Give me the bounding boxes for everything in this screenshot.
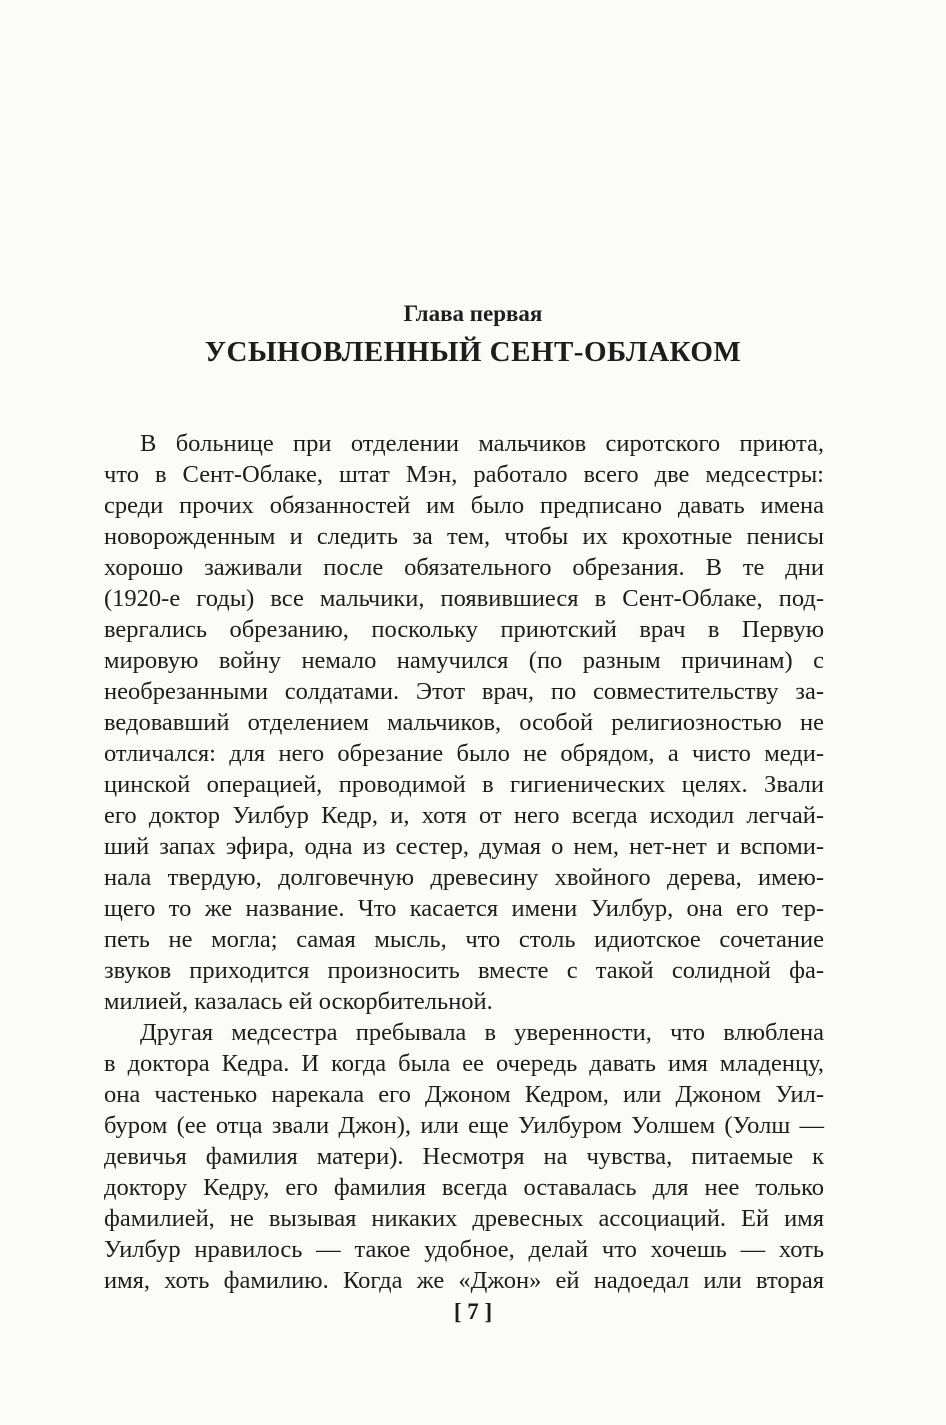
text-line: ведовавший отделением мальчиков, особой религиозностью не xyxy=(104,709,824,736)
text-line: отличался: для него обрезание было не обрядом, а чисто меди- xyxy=(104,740,824,767)
text-line: новорожденным и следить за тем, чтобы их крохотные пенисы xyxy=(104,523,824,550)
text-line: милией, казалась ей оскорбительной. xyxy=(104,988,493,1015)
text-line: ший запах эфира, одна из сестер, думая о нем, нет-нет и вспоми- xyxy=(104,833,824,860)
text-line: вергались обрезанию, поскольку приютский врач в Первую xyxy=(104,616,824,643)
text-line: В больнице при отделении мальчиков сиротского приюта, xyxy=(140,430,824,457)
text-line: Другая медсестра пребывала в уверенности, что влюблена xyxy=(140,1019,824,1046)
text-line: доктору Кедру, его фамилия всегда оставалась для нее только xyxy=(104,1174,824,1201)
text-line: его доктор Уилбур Кедр, и, хотя от него всегда исходил легчай- xyxy=(104,802,824,829)
text-line: Уилбур нравилось — такое удобное, делай что хочешь — хоть xyxy=(104,1236,824,1263)
text-line: нала твердую, долговечную древесину хвойного дерева, имею- xyxy=(104,864,824,891)
text-line: буром (ее отца звали Джон), или еще Уилбуром Уолшем (Уолш — xyxy=(104,1112,824,1139)
text-line: имя, хоть фамилию. Когда же «Джон» ей надоедал или вторая xyxy=(104,1267,824,1294)
text-line: необрезанными солдатами. Этот врач, по совместительству за- xyxy=(104,678,824,705)
page-number: [ 7 ] xyxy=(453,1299,493,1324)
text-line: щего то же название. Что касается имени Уилбур, она его тер- xyxy=(104,895,824,922)
text-line: мировую войну немало намучился (по разным причинам) с xyxy=(104,647,824,674)
text-line: петь не могла; самая мысль, что столь идиотское сочетание xyxy=(104,926,824,953)
text-line: она частенько нарекала его Джоном Кедром, или Джоном Уил- xyxy=(104,1081,824,1108)
text-line: фамилией, не вызывая никаких древесных ассоциаций. Ей имя xyxy=(104,1205,824,1232)
chapter-title: УСЫНОВЛЕННЫЙ СЕНТ-ОБЛАКОМ xyxy=(204,336,742,368)
paragraph xyxy=(104,1017,824,1296)
chapter-label: Глава первая xyxy=(403,301,543,326)
body-text xyxy=(104,428,824,1296)
text-line: среди прочих обязанностей им было предписано давать имена xyxy=(104,492,824,519)
paragraph xyxy=(104,428,824,1017)
text-line: в доктора Кедра. И когда была ее очередь давать имя младенцу, xyxy=(104,1050,824,1077)
text-line: девичья фамилия матери). Несмотря на чувства, питаемые к xyxy=(104,1143,824,1170)
text-line: звуков приходится произносить вместе с такой солидной фа- xyxy=(104,957,824,984)
text-line: (1920-е годы) все мальчики, появившиеся в Сент-Облаке, под- xyxy=(104,585,824,612)
text-line: хорошо заживали после обязательного обрезания. В те дни xyxy=(104,554,824,581)
text-line: что в Сент-Облаке, штат Мэн, работало всего две медсестры: xyxy=(104,461,824,488)
text-line: цинской операцией, проводимой в гигиенических целях. Звали xyxy=(104,771,824,798)
